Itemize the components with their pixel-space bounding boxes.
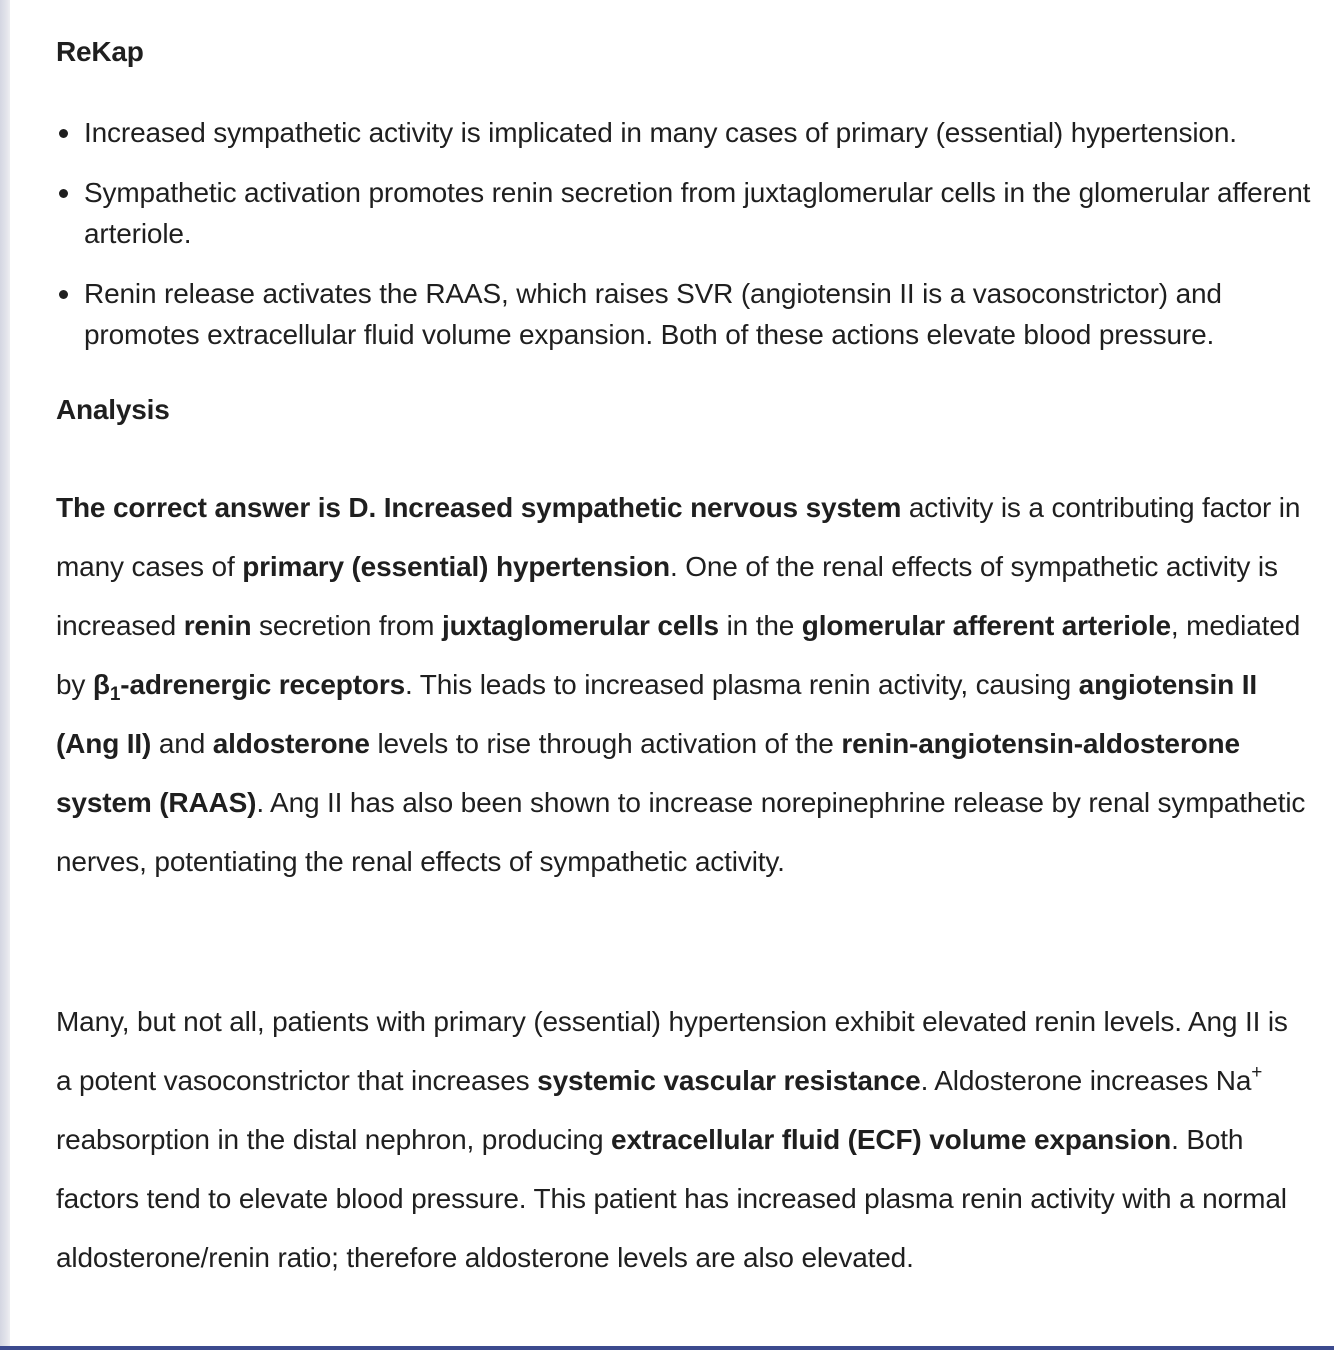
text-run: reabsorption in the distal nephron, producing bbox=[56, 1124, 612, 1155]
key-term: extracellular fluid (ECF) volume expansion bbox=[611, 1124, 1172, 1155]
key-term: primary (essential) hypertension bbox=[242, 551, 670, 582]
key-term: glomerular afferent arteriole bbox=[801, 610, 1171, 641]
rekap-item-text: Sympathetic activation promotes renin secretion from juxtaglomerular cells in the glomerular afferent arteriole. bbox=[84, 177, 1311, 249]
bullet-icon bbox=[59, 189, 68, 198]
analysis-paragraph-1 bbox=[56, 478, 1306, 891]
text-run: Many, but not all, patients with primary (essential) hypertension exhibit elevated renin levels. Ang II is a potent vasoconstrictor that increases bbox=[56, 1006, 1288, 1096]
text-run: in the bbox=[718, 610, 802, 641]
key-term-beta1-receptors bbox=[92, 669, 406, 705]
key-term: renin bbox=[183, 610, 252, 641]
key-term: systemic vascular resistance bbox=[537, 1065, 921, 1096]
bullet-icon bbox=[59, 290, 68, 299]
text-run: . Both factors tend to elevate blood pressure. This patient has increased plasma renin activity with a normal aldosterone/renin ratio; therefore aldosterone levels are also elevated. bbox=[56, 1124, 1287, 1273]
superscript: + bbox=[1251, 1062, 1263, 1083]
rekap-heading: ReKap bbox=[56, 36, 144, 67]
rekap-list-item bbox=[56, 172, 1326, 254]
bottom-border-bar bbox=[0, 1346, 1334, 1350]
correct-answer-statement: The correct answer is D. Increased sympathetic nervous system bbox=[56, 492, 902, 523]
key-term: renin-angiotensin-aldosterone system (RAAS) bbox=[56, 728, 1240, 818]
text-run: , mediated by bbox=[56, 610, 1301, 700]
text-run: levels to rise through activation of the bbox=[369, 728, 842, 759]
text-run: -adrenergic receptors bbox=[120, 669, 406, 700]
key-term: juxtaglomerular cells bbox=[441, 610, 719, 641]
text-run: and bbox=[151, 728, 213, 759]
rekap-list bbox=[56, 112, 1326, 374]
left-edge-strip bbox=[0, 0, 10, 1346]
rekap-list-item bbox=[56, 273, 1326, 355]
text-run: . One of the renal effects of sympathetic activity is increased bbox=[56, 551, 1278, 641]
beta-symbol: β bbox=[92, 669, 110, 700]
text-run: activity is a contributing factor in many cases of bbox=[56, 492, 1301, 582]
key-term: aldosterone bbox=[212, 728, 370, 759]
analysis-paragraph-2 bbox=[56, 992, 1306, 1287]
bullet-icon bbox=[59, 129, 68, 138]
subscript: 1 bbox=[109, 684, 121, 705]
analysis-heading: Analysis bbox=[56, 394, 170, 425]
rekap-item-text: Increased sympathetic activity is implicated in many cases of primary (essential) hypertension. bbox=[84, 117, 1237, 148]
rekap-item-text: Renin release activates the RAAS, which raises SVR (angiotensin II is a vasoconstrictor) and promotes extracellular fluid volume expansion. Both of these actions elevate blood pressure. bbox=[84, 278, 1222, 350]
text-run: secretion from bbox=[251, 610, 442, 641]
rekap-list-item bbox=[56, 112, 1326, 153]
text-run: . Ang II has also been shown to increase norepinephrine release by renal sympathetic nerves, potentiating the renal effects of sympathetic activity. bbox=[56, 787, 1306, 877]
key-term: angiotensin II (Ang II) bbox=[56, 669, 1258, 759]
text-run: . This leads to increased plasma renin activity, causing bbox=[405, 669, 1079, 700]
text-run: . Aldosterone increases Na bbox=[920, 1065, 1252, 1096]
